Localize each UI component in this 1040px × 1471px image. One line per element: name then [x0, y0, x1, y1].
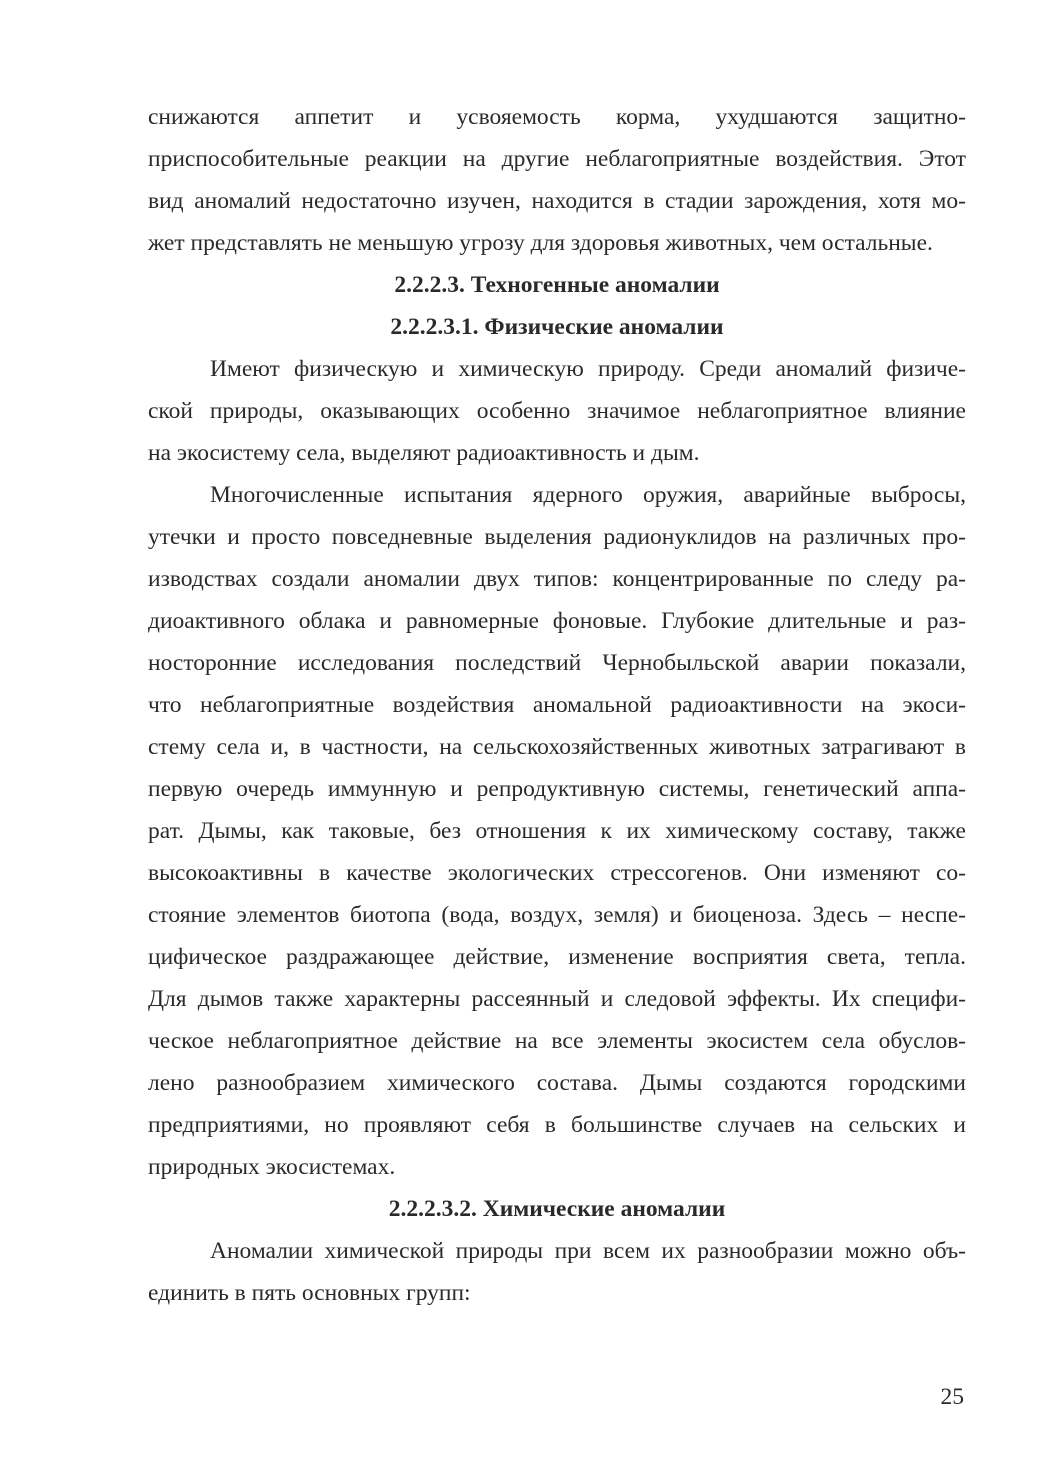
text-line: изводствах создали аномалии двух типов: концентрированные по следу ра-	[148, 566, 966, 592]
text-line: носторонние исследования последствий Чернобыльской аварии показали,	[148, 650, 966, 676]
paragraph	[148, 474, 966, 1188]
text-line: снижаются аппетит и усвояемость корма, ухудшаются защитно-	[148, 104, 966, 130]
text-line: первую очередь иммунную и репродуктивную системы, генетический аппа-	[148, 776, 966, 802]
text-line: что неблагоприятные воздействия аномальной радиоактивности на экоси-	[148, 692, 966, 718]
text-line: цифическое раздражающее действие, изменение восприятия света, тепла.	[148, 944, 966, 970]
section-heading: 2.2.2.3.2. Химические аномалии	[388, 1196, 726, 1222]
text-line: жет представлять не меньшую угрозу для здоровья животных, чем остальные.	[148, 230, 933, 256]
page-number: 25	[940, 1384, 964, 1410]
text-line: утечки и просто повседневные выделения радионуклидов на различных про-	[148, 524, 966, 550]
section-heading: 2.2.2.3.1. Физические аномалии	[390, 314, 724, 340]
paragraph	[148, 348, 966, 474]
text-line: высокоактивны в качестве экологических стрессогенов. Они изменяют со-	[148, 860, 966, 886]
text-line: ческое неблагоприятное действие на все элементы экосистем села обуслов-	[148, 1028, 966, 1054]
text-line: природных экосистемах.	[148, 1154, 396, 1180]
text-line: вид аномалий недостаточно изучен, находится в стадии зарождения, хотя мо-	[148, 188, 966, 214]
text-line: предприятиями, но проявляют себя в большинстве случаев на сельских и	[148, 1112, 966, 1138]
text-line: на экосистему села, выделяют радиоактивность и дым.	[148, 440, 700, 466]
paragraph	[148, 96, 966, 264]
text-line: приспособительные реакции на другие неблагоприятные воздействия. Этот	[148, 146, 966, 172]
page-body	[148, 96, 966, 1314]
text-line: единить в пять основных групп:	[148, 1280, 471, 1306]
text-line: лено разнообразием химического состава. Дымы создаются городскими	[148, 1070, 966, 1096]
text-line: Многочисленные испытания ядерного оружия, аварийные выбросы,	[210, 482, 966, 508]
text-line: диоактивного облака и равномерные фоновые. Глубокие длительные и раз-	[148, 608, 966, 634]
text-line: ской природы, оказывающих особенно значимое неблагоприятное влияние	[148, 398, 966, 424]
text-line: Аномалии химической природы при всем их разнообразии можно объ-	[210, 1238, 966, 1264]
text-line: Для дымов также характерны рассеянный и следовой эффекты. Их специфи-	[148, 986, 966, 1012]
text-line: стему села и, в частности, на сельскохозяйственных животных затрагивают в	[148, 734, 966, 760]
paragraph	[148, 1230, 966, 1314]
text-line: стояние элементов биотопа (вода, воздух, земля) и биоценоза. Здесь – неспе-	[148, 902, 966, 928]
text-line: рат. Дымы, как таковые, без отношения к их химическому составу, также	[148, 818, 966, 844]
text-line: Имеют физическую и химическую природу. Среди аномалий физиче-	[210, 356, 966, 382]
section-heading: 2.2.2.3. Техногенные аномалии	[394, 272, 720, 298]
